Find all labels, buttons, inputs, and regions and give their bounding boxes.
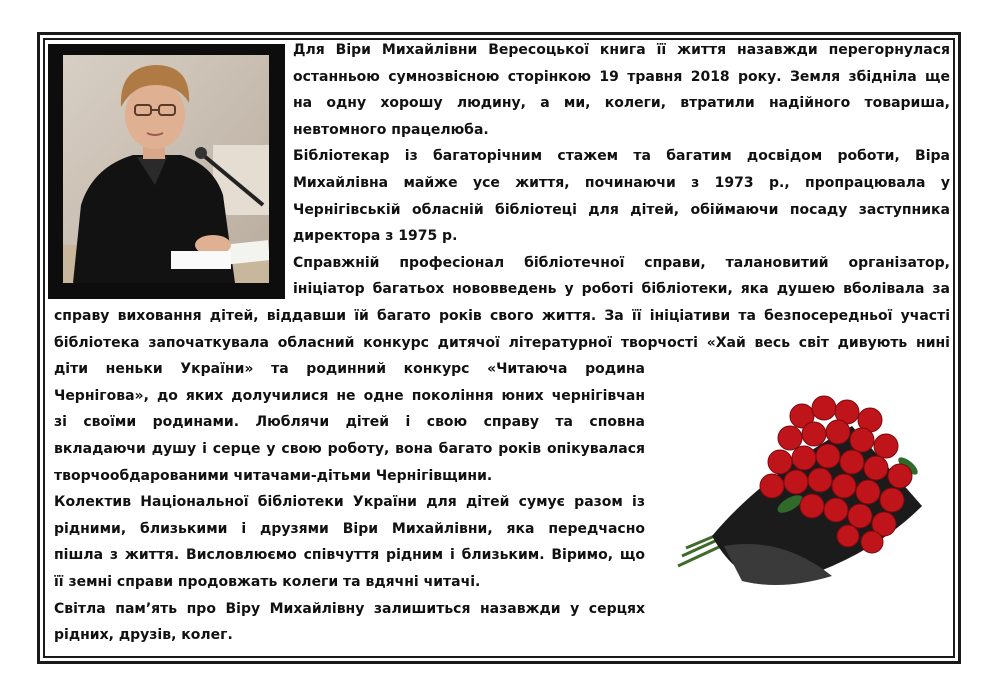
text-line: директора з 1975 р. — [293, 228, 458, 245]
text-line: зі своїми родинами. Люблячи дітей і свою справу та сповна — [54, 414, 645, 431]
text-line: Михайлівна майже усе життя, починаючи з 1973 р., пропрацювала у — [293, 175, 950, 191]
text-line: вкладаючи душу і серце у свою роботу, вона багато років опікувалася — [54, 441, 645, 457]
text-line: Колектив Національної бібліотеки України для дітей сумує разом із — [54, 494, 645, 511]
text-line: діти неньки України» та родинний конкурс «Читаюча родина — [54, 361, 645, 378]
text-line: Справжній професіонал бібліотечної справи, талановитий організатор, — [293, 254, 950, 271]
text-line: Для Віри Михайлівни Вересоцької книга її життя назавжди перегорнулася — [293, 42, 950, 58]
text-line: Чернігова», до яких долучилися не одне покоління юних чернігівчан — [54, 387, 645, 404]
text-line: творчообдарованими читачами-дітьми Чернігівщини. — [54, 467, 493, 484]
text-line: її земні справи продовжать колеги та вдячні читачі. — [54, 574, 481, 590]
text-line: справу виховання дітей, віддавши їй багато років свого життя. За її ініціативи та безпосередньої участі — [54, 308, 950, 324]
text-line: пішла з життя. Висловлюємо співчуття рідним і близьким. Віримо, що — [54, 547, 645, 564]
text-line: Чернігівській обласній бібліотеці для дітей, обіймаючи посаду заступника — [293, 201, 950, 218]
rose-bouquet-image — [672, 386, 934, 596]
text-line: рідними, близькими і друзями Віри Михайлівни, яка передчасно — [54, 520, 645, 537]
portrait-photo — [63, 55, 269, 283]
text-line: Світла пам’ять про Віру Михайлівну залишиться назавжди у серцях — [54, 600, 645, 617]
text-line: останньою сумнозвісною сторінкою 19 травня 2018 року. Земля збідніла ще — [293, 68, 950, 85]
text-line: рідних, друзів, колег. — [54, 627, 233, 644]
text-line: невтомного працелюба. — [293, 121, 489, 138]
text-line: бібліотека започаткувала обласний конкурс дитячої літературної творчості «Хай весь світ дивують нині — [54, 334, 950, 351]
text-line: ініціатор багатьох нововведень у роботі бібліотеки, яка душею вболівала за — [293, 281, 950, 298]
text-line: Бібліотекар із багаторічним стажем та багатим досвідом роботи, Віра — [293, 148, 950, 165]
text-line: на одну хорошу людину, а ми, колеги, втратили надійного товариша, — [293, 95, 950, 112]
